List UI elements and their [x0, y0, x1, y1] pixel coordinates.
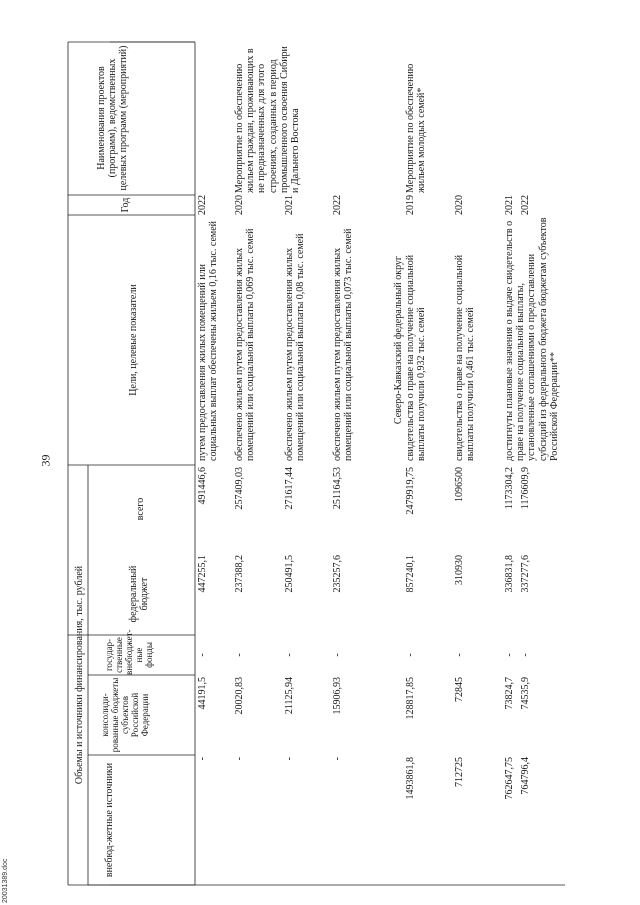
cell-other: -	[197, 757, 208, 761]
cell-federal: 310930	[454, 555, 465, 585]
cell-goal: обеспечено жильем путем предоставления жилых помещений или социальной выплаты 0,08 тыс. семей	[284, 233, 307, 461]
footer-filename: 20031389.doc	[2, 858, 9, 903]
cell-federal: 857240,1	[405, 555, 416, 593]
cell-other: -	[234, 757, 245, 761]
cell-total: 1173304,2	[504, 467, 515, 510]
header-funding: Объемы и источники финансирования, тыс. рублей	[74, 565, 85, 785]
cell-federal: 337277,6	[520, 555, 531, 593]
cell-consolidated: 73824,7	[504, 677, 515, 710]
cell-total: 2479919,75	[405, 467, 416, 515]
cell-consolidated: 20020,83	[234, 677, 245, 715]
cell-name: Мероприятие по обеспечению жильем граждан, проживающих в не предназначенных для этого строениях, созданных в период промышленного освоения Сибири и Дальнего Востока	[234, 46, 302, 193]
cell-year: 2020	[234, 195, 245, 215]
cell-consolidated: 21125,94	[284, 677, 295, 715]
cell-total: 1096500	[454, 467, 465, 502]
cell-other: -	[284, 757, 295, 761]
cell-year: 2022	[520, 195, 531, 215]
cell-extrabudget: -	[284, 653, 295, 657]
cell-other: 762647,75	[504, 757, 515, 800]
header-other: внебюд-жетные источники	[104, 762, 115, 878]
cell-federal: 336831,8	[504, 555, 515, 593]
cell-other: 1493861,8	[405, 757, 416, 800]
cell-total: 257409,03	[234, 467, 245, 510]
page-number: 39	[38, 454, 53, 467]
cell-consolidated: 74535,9	[520, 677, 531, 710]
cell-total: 491446,6	[197, 467, 208, 505]
cell-extrabudget: -	[332, 653, 343, 657]
cell-consolidated: 72845	[454, 677, 465, 702]
cell-total: 271617,44	[284, 467, 295, 510]
header-goals: Цели, целевые показатели	[128, 284, 139, 396]
cell-total: 1176609,9	[520, 467, 531, 510]
cell-extrabudget: -	[454, 653, 465, 657]
cell-federal: 235257,6	[332, 555, 343, 593]
cell-goal: свидетельства о праве на получение социальной выплаты получили 0,932 тыс. семей	[405, 254, 428, 461]
cell-year: 2021	[504, 195, 515, 215]
header-federal: федеральный бюджет	[128, 565, 151, 623]
cell-year: 2021	[284, 195, 295, 215]
header-extrabudget: государ-ственные внебюджет-ные фонды	[104, 629, 154, 675]
cell-extrabudget: -	[197, 653, 208, 657]
cell-goal: путем предоставления жилых помещений или социальных выплат обеспечены жильем 0,16 тыс. семей	[197, 220, 220, 461]
cell-year: 2022	[197, 195, 208, 215]
header-name: Наименования проектов (программ), ведомственных целевых программ (мероприятий)	[96, 45, 130, 191]
cell-goal: достигнуты плановые значения о выдаче свидетельств о праве на получение социальной выплаты, установленные соглашениями о предоставлении субсидий из федерального бюджета бюджетам субъектов Российской Федерации**	[504, 217, 560, 461]
cell-federal: 447255,1	[197, 555, 208, 593]
cell-consolidated: 15906,93	[332, 677, 343, 715]
cell-goal: свидетельства о праве на получение социальной выплаты получили 0,461 тыс. семей	[454, 254, 477, 461]
section-title: Северо-Кавказский федеральный округ	[393, 255, 404, 425]
header-total: всего	[135, 497, 146, 521]
cell-extrabudget: -	[405, 653, 416, 657]
cell-other: 712725	[454, 757, 465, 787]
cell-extrabudget: -	[504, 653, 515, 657]
header-year: Год	[120, 197, 131, 213]
cell-year: 2019	[405, 195, 416, 215]
cell-total: 251164,53	[332, 467, 343, 510]
cell-year: 2022	[332, 195, 343, 215]
cell-extrabudget: -	[234, 653, 245, 657]
cell-year: 2020	[454, 195, 465, 215]
cell-other: 764796,4	[520, 757, 531, 795]
cell-extrabudget: -	[520, 653, 531, 657]
cell-consolidated: 128817,85	[405, 677, 416, 720]
header-consolidated: консолиди-рованные бюджеты субъектов Российской Федерации	[100, 677, 150, 753]
cell-name: Мероприятие по обеспечению жильем молодых семей*	[405, 63, 428, 193]
cell-other: -	[332, 757, 343, 761]
cell-federal: 237388,2	[234, 555, 245, 593]
cell-consolidated: 44191,5	[197, 677, 208, 710]
cell-goal: обеспечено жильем путем предоставления жилых помещений или социальной выплаты 0,069 тыс. семей	[234, 228, 257, 461]
cell-federal: 250491,5	[284, 555, 295, 593]
cell-goal: обеспечено жильем путем предоставления жилых помещений или социальной выплаты 0,073 тыс. семей	[332, 228, 355, 461]
